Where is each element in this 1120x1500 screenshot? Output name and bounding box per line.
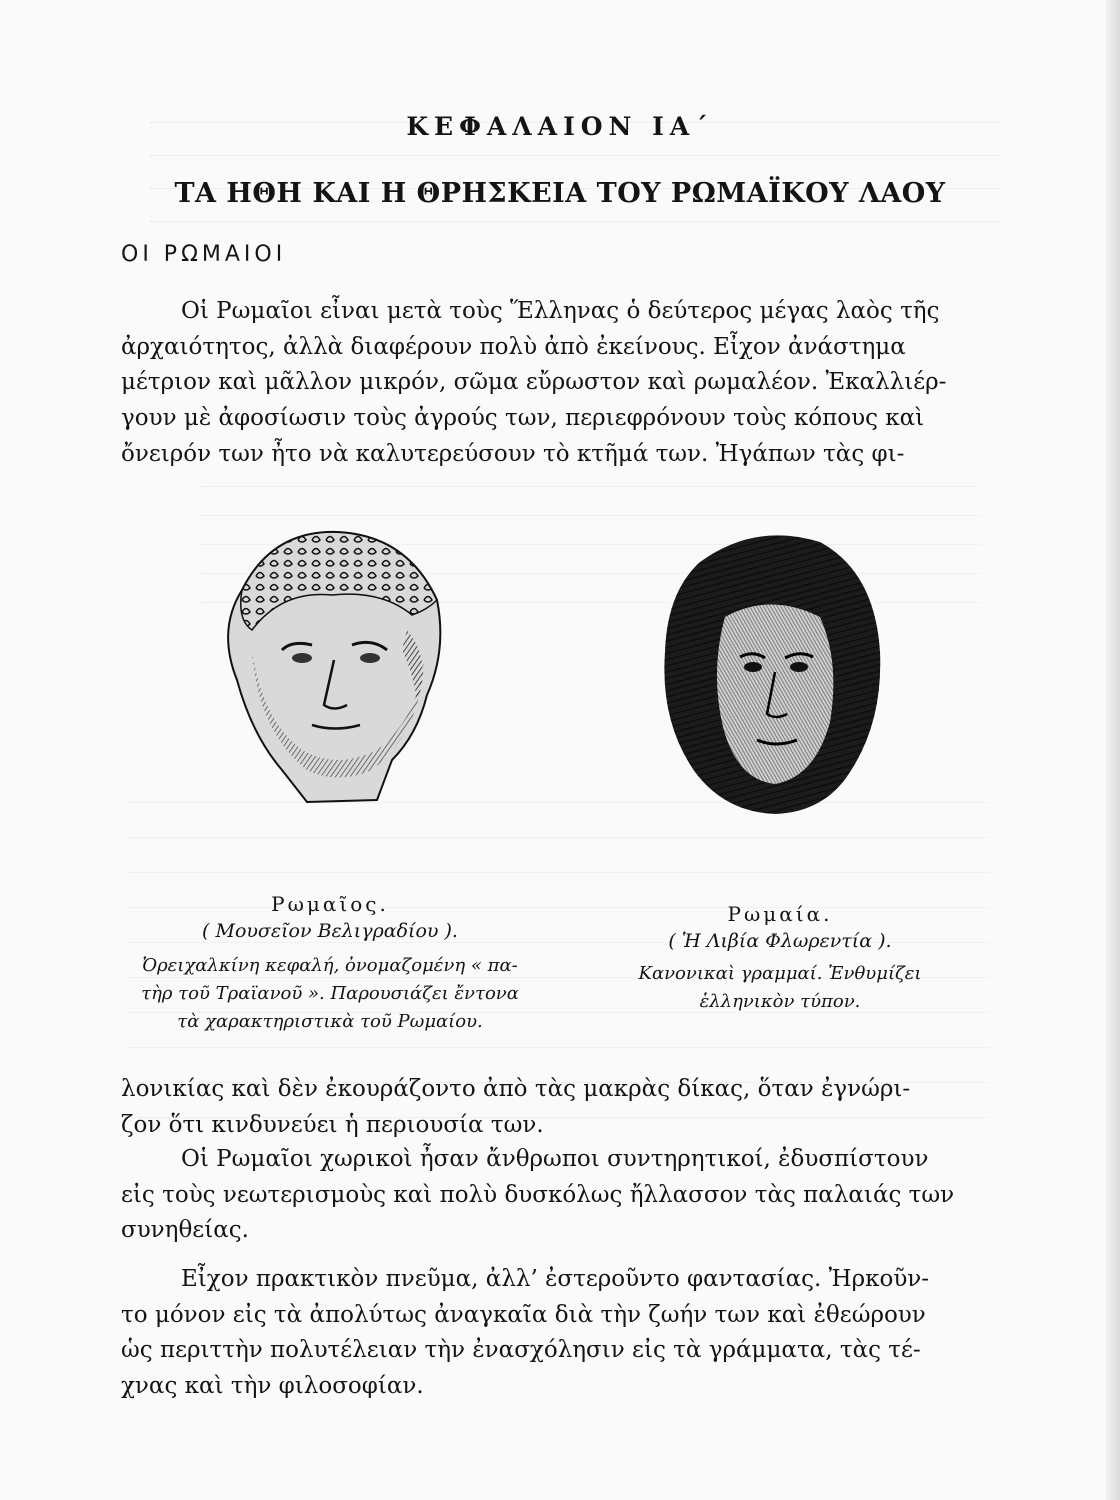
- caption-line: Ὀρειχαλκίνη κεφαλή, ὀνομαζομένη « πα-: [142, 955, 518, 976]
- figure-caption-left: [100, 892, 560, 1036]
- text-line: Εἶχον πρακτικὸν πνεῦμα, ἀλλ’ ἐστεροῦντο φαντασίας. Ἠρκοῦν-: [181, 1266, 930, 1292]
- caption-line: ἑλληνικὸν τύπον.: [699, 991, 861, 1012]
- text-line: ἀρχαιότητος, ἀλλὰ διαφέρουν πολὺ ἀπὸ ἐκείνους. Εἶχον ἀνάστημα: [121, 333, 906, 360]
- text-line: Οἱ Ρωμαῖοι εἶναι μετὰ τοὺς Ἕλληνας ὁ δεύτερος μέγας λαὸς τῆς: [181, 298, 940, 324]
- chapter-number: ΚΕΦΑΛΑΙΟΝ ΙΑ΄: [406, 112, 714, 141]
- paragraph-3: [121, 1142, 993, 1249]
- text-line: ὄνειρόν των ἦτο νὰ καλυτερεύσουν τὸ κτῆμά των. Ἠγάπων τὰς φι-: [121, 440, 905, 467]
- text-line: χνας καὶ τὴν φιλοσοφίαν.: [121, 1373, 424, 1400]
- figure-description: [100, 952, 560, 1036]
- text-line: ὡς περιττὴν πολυτέλειαν τὴν ἐνασχόλησιν εἰς τὰ γράμματα, τὰς τέ-: [121, 1337, 921, 1364]
- text-line: εἰς τοὺς νεωτερισμοὺς καὶ πολὺ δυσκόλως ἤλλασσον τὰς παλαιάς των: [121, 1181, 955, 1208]
- figure-location: ( Μουσεῖον Βελιγραδίου ).: [202, 920, 458, 942]
- roman-man-portrait: [212, 520, 452, 810]
- text-line: Οἱ Ρωμαῖοι χωρικοὶ ἦσαν ἄνθρωποι συντηρητικοί, ἐδυσπίστουν: [181, 1146, 929, 1172]
- caption-line: τὴρ τοῦ Τραϊανοῦ ». Παρουσιάζει ἔντονα: [141, 983, 519, 1004]
- caption-line: Κανονικαὶ γραμμαί. Ἐνθυμίζει: [638, 963, 922, 984]
- figure-title: Ρωμαία.: [727, 902, 833, 926]
- caption-line: τὰ χαρακτηριστικὰ τοῦ Ρωμαίου.: [177, 1011, 483, 1032]
- text-line: λονικίας καὶ δὲν ἐκουράζοντο ἀπὸ τὰς μακρὰς δίκας, ὅταν ἐγνώρι-: [121, 1076, 911, 1102]
- text-line: συνηθείας.: [121, 1217, 249, 1244]
- paragraph-1: [121, 294, 993, 473]
- section-heading: ΟΙ ΡΩΜΑΙΟΙ: [121, 242, 287, 267]
- paragraph-4: [121, 1262, 993, 1405]
- text-line: ζον ὅτι κινδυνεύει ἡ περιουσία των.: [121, 1111, 544, 1138]
- text-line: γουν μὲ ἀφοσίωσιν τοὺς ἀγρούς των, περιεφρόνουν τοὺς κόπους καὶ: [121, 405, 925, 432]
- text-line: το μόνον εἰς τὰ ἀπολύτως ἀναγκαῖα διὰ τὴν ζωήν των καὶ ἐθεώρουν: [121, 1301, 926, 1328]
- paragraph-2: [121, 1072, 993, 1143]
- figure-caption-right: [590, 902, 970, 1016]
- page-title: ΤΑ ΗΘΗ ΚΑΙ Η ΘΡΗΣΚΕΙΑ ΤΟΥ ΡΩΜΑΪΚΟΥ ΛΑΟΥ: [174, 178, 946, 209]
- page-edge: [1106, 0, 1120, 1500]
- text-line: μέτριον καὶ μᾶλλον μικρόν, σῶμα εὔρωστον καὶ ρωμαλέον. Ἐκαλλιέρ-: [121, 369, 947, 396]
- figure-location: ( Ἡ Λιβία Φλωρεντία ).: [668, 930, 892, 952]
- roman-woman-portrait: [645, 522, 905, 822]
- figure-description: [590, 960, 970, 1016]
- figure-title: Ρωμαῖος.: [271, 892, 389, 916]
